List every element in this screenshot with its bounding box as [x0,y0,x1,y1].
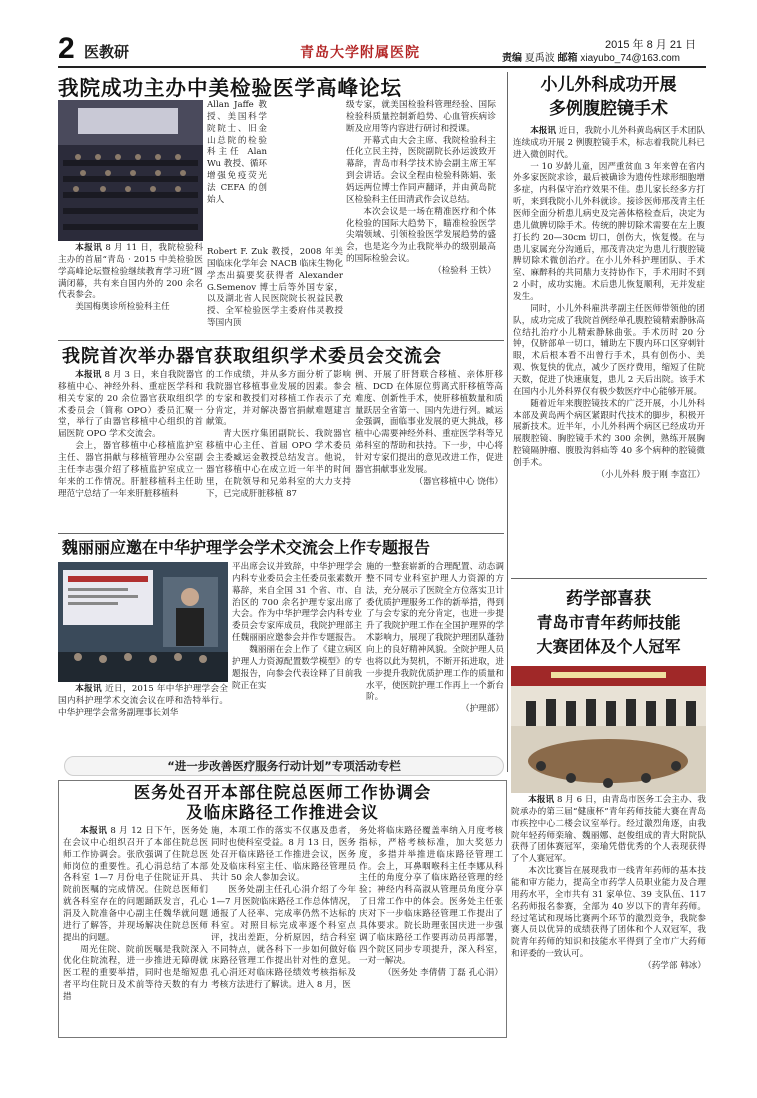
article3-col3-text: 施的一整套崭新的合理配置、动态调整不同专业科室护理人力资源的方法，充分展示了医院全方位落实卫计委优质护理服务工作的新举措，得到了与会专家的充分肯定，也进一步提升了我院护理工作在全国护理界的学术影响力，展现了我院护理团队蓬勃向上的良好精神风貌。全院护理人员也将以此为契机，不断开拓进取，进一步提升我院优质护理工作的质量和水平，使医院护理工作再上一个新台阶。 [366,562,504,703]
article2-col2 [206,370,351,530]
article5-body [513,126,705,574]
article3-col2-b: 魏丽丽在会上作了《建立病区护理人力资源配置数学模型》的专题报告，向参会代表诠释了目前我院正在实 [232,645,362,691]
article2-col2-b: 青大医疗集团副院长、我院器官移植中心主任、首届 OPO 学术委员会主委臧运金教授总结发言。他说，器官移植中心在成立近一年半的时间里，在院领导和兄弟科室的大力支持下，已完成肝脏移植 87 [206,429,351,499]
divider [511,578,707,579]
article5-headline-1: 小儿外科成功开展 [540,75,677,95]
article3-headline: 魏丽丽应邀在中华护理学会学术交流会上作专题报告 [62,538,431,557]
article5-p4: 随着近年来腹腔镜技术的广泛开展，小儿外科本部及黄岛两个病区紧跟时代技术的脚步，积极开展新技术。近半年，小儿外科两个病区已经成功开展腹腔镜、胸腔镜手术约 300 余例，熟练开展胸腔镜隔肿瘤、腹股沟斜疝等 40 多个病种的腔镜微创手术。 [513,398,705,469]
article4-byline: （医务处 李倩倩 丁磊 孔心涓） [383,968,503,979]
article1-photo [58,100,203,241]
article4-col1-text: 8 月 12 日下午，医务处在会议中心组织召开了本部住院总医师工作协调会。张欣强调了住院总医师岗位的重要性。孔心涓总结了本部各科室 1—7 月份电子住院证开具、院前医嘱的完成情况。住院总医师们就各科室存在的问题踊跃发言，孔心涓及入院准备中心副主任魏华就问题进行了解答，并现场解决住院总医师提出的问题。 [63,826,208,943]
article1-col1-b: 美国梅奥诊所检验科主任 [75,302,170,313]
article4-col3 [359,826,503,1036]
divider [58,533,504,534]
article5-p1: 近日，我院小儿外科黄岛病区手术团队连续成功开展 2 例腹腔镜手术，标志着我院儿科已进入微创时代。 [513,126,705,160]
header-rule [58,66,706,68]
article2-headline: 我院首次举办器官获取组织学术委员会交流会 [62,346,442,367]
article3-byline: （护理部） [461,704,504,715]
article4-headline-2: 及临床路径工作推进会议 [186,803,379,822]
article2-byline: （器官移植中心 饶伟） [414,476,503,487]
article1-col3-text: 级专家，就美国检验科管理经验、国际检验科质量控制新趋势、心血管疾病诊断及应用等内容进行研讨和授课。 [346,100,496,134]
article3-col3 [366,562,504,754]
article5-p3: 同时，小儿外科雇洪孝副主任医师带领他的团队，成功完成了我院首例经单孔腹腔镜精索静脉高位结扎治疗小儿精索静脉曲张。手术历时 20 分钟，仅脐部单一切口，辅助左下腹内环口区穿刺针眼，术后根本看不出曾行手术，具有创伤小、美观、恢复快的优点，减少了医疗费用，缩短了住院天数，促进了快速康复，患儿 2 天后出院。该手术在国内小儿外科界仅有极少数医疗中心能够开展。 [513,303,705,397]
article1-col3 [346,100,496,338]
article6-photo [511,666,706,793]
article2-col3 [355,370,503,530]
section-title: 医教研 [84,43,130,61]
article5-p2: 一 10 岁龄儿童，因严重贫血 3 年来曾在省内外多家医院求诊，最后被确诊为遗传性球形细胞增多症，内科保守治疗效果不佳。患儿家长经多方打听，来到我院小儿外科就诊。接诊医师邢茂青主任医师全面分析患儿病史及完善体格检查后，决定为患儿做脾切除手术。传统的脾切除术需要在左上腹打长约 20—30cm 切口，创伤大，恢复慢。在与患儿家属充分沟通后，邢茂青决定为患儿行腹腔镜脾切除术微创治疗。在小儿外科护理团队、手术室、麻醉科的共同鼎力支持协作下，手术用时不到 2 小时，成功实施。术后患儿恢复顺利，无并发症发生。 [513,161,705,303]
article4-col1 [63,826,208,1036]
article2-col1-b: 会上，器官移植中心移植监护室主任、器官捐献与移植管理办公室副主任李志强介绍了移植监护室成立一年来的工作情况。肝脏移植科主任助理范宁总结了一年来肝脏移植科 [58,441,203,499]
column-divider [507,72,508,772]
article3-caption [58,684,228,754]
article4-col2 [211,826,356,1036]
article2-col1 [58,370,203,530]
article6-p2: 本次比赛旨在展现我市一线青年药师的基本技能和审方能力，提高全市药学人员职业能力及合理用药水平，全市共有 31 家单位、39 支队伍、117 名药师报名参赛，全部为 40 岁以下的青年药师。经过笔试和现场比赛两个环节的激烈竞争，我院参赛人员以优异的成绩获得了团体和个人双冠军，我院青年药师的知识和技能水平得到了全市广大药师和评委的一致认可。 [511,866,706,960]
editor-email[interactable]: xiayubo_74@163.com [580,53,681,64]
article2-lead: 本报讯 [75,370,102,380]
article1-col2b-text: Robert F. Zuk 教授，2008 年美国临床化学年会 NACB 临床生物化学杰出搞要奖获得者 Alexander G.Semenov 博士后等外国专家，以及湖北省人民医院院长祝益民教授、全军检验医学主委府伟灵教授等国内顶 [207,247,343,329]
divider [58,340,504,341]
article6-byline: （药学部 韩冰） [643,961,706,972]
article4-headline-1: 医务处召开本部住院总医师工作协调会 [133,783,432,802]
issue-date: 2015 年 8 月 21 日 [605,39,697,51]
article4-col3-text: 务处将临床路径覆盖率纳入月度考核指标，严格考核标准，加大奖惩力度，多措并举推进临床路径管理工作。会上，耳鼻咽喉科主任李娜从科主任的角度分享了临床路径管理的经验；神经内科高淑从管理员角度分享了日常工作中的体会。医务处主任张庆对下一步临床路径管理工作提出了具体要求。院长助理张国庆进一步强调了临床路径工作要再动员再部署，四个院区同步专项提升，深入科室，一对一解决。 [359,826,503,967]
article6-body [511,795,706,1055]
article1-col2b [207,247,343,335]
article3-col2-text: 平出席会议并致辞，中华护理学会内科专业委员会主任委员张素数开幕辞，来自全国 31 个省、市、自治区的 700 余名护理专家出席了大会。作为中华护理学会内科专业委员会专家库成员，我院护理部主任魏丽丽应邀参会并作专题报告。 [232,562,362,644]
column-banner: “进一步改善医疗服务行动计划”专项活动专栏 [64,756,504,776]
article6-p1: 8 月 6 日，由青岛市医务工会主办、我院承办的第三届“健康杯”青年药师技能大赛在青岛市疾控中心二楼会议室举行。经过激烈角逐，由我院年轻药师栾瑜、魏丽娜、赵俊组成的青大附院队获得了团体赛冠军，栾瑜凭借优秀的个人表现获得了个人赛冠军。 [511,795,706,865]
article1-col1-text: 8 月 11 日，我院检验科主办的首届“青岛 · 2015 中美检验医学高峰论坛暨检验继续教育学习班”圆满闭幕，共有来自国内外的 200 余名代表参会。 [58,243,203,301]
email-label: 邮箱 [557,53,578,64]
article5-headline-2: 多例腹腔镜手术 [549,99,668,119]
article2-col3-text: 例、开展了肝肾联合移植、亲体肝移植、DCD 在体原位剪离式肝移植等高难度、创新性手术，使肝移植数量和质量跃居全省第一、国内先进行列。臧运金强调，面临事业发展的更大挑战，移植中心需要神经外科、重症医学科等兄弟科室的帮助和扶持。下一步，中心将针对专家们提出的意见改进工作，促进器官捐献事业发展。 [355,370,503,475]
article6-headline-3: 大赛团体及个人冠军 [536,637,681,656]
article2-col1-text: 8 月 3 日，来自我院器官移植中心、神经外科、重症医学科和相关专家的 20 余位器官获取组织学术委员会（简称 OPO）委员汇聚一堂，举行了由器官移植中心组织的首届医院 OPO 学术交流会。 [58,370,203,440]
editor-name: 夏禹波 [524,53,555,64]
newspaper-name: 青岛大学附属医院 [300,45,420,61]
article6-lead: 本报讯 [528,795,555,805]
article6-headline-2: 青岛市青年药师技能 [536,613,681,632]
article5-byline: （小儿外科 殷于刚 李富江） [596,469,705,480]
article3-lead: 本报讯 [75,684,102,694]
article1-headline: 我院成功主办中美检验医学高峰论坛 [58,76,402,100]
article1-byline: （检验科 王铁） [433,266,496,277]
article5-lead: 本报讯 [530,126,556,136]
article1-col3-c: 本次会议是一场在精准医疗和个体化检验的国际大趋势下，瞄准检验医学尖端领域、引领检验医学发展趋势的盛会，也是迄今为止我院举办的级别最高的国际检验会议。 [346,206,496,265]
article4-lead: 本报讯 [80,826,108,836]
article6-headline-1: 药学部喜获 [566,589,651,609]
article4-col2-b: 医务处副主任孔心涓介绍了今年 1—7 月医院临床路径工作总体情况，通报了人径率、完成率仍然不达标的科室。对照目标完成率逐个科室点评，找出差距，分析原因，结合科室不同特点，就各科下一步如何做好临床路径管理工作提出针对性的意见。孔心涓还对临床路径绩效考核指标及考核方法进行了解读。进入 8 月，医 [211,885,356,991]
article4-col1-b: 周光住院、院前医嘱是我院深入优化住院流程，进一步推进无障碍就医工程的重要举措，同时也是缩短患者平均住院日及术前等待天数的有力措 [63,944,208,1003]
article1-col1 [58,243,203,313]
page-number: 2 [58,32,75,65]
editor-info [502,52,680,66]
article1-col3-b: 开幕式由大会主席、我院检验科主任化立民主持，医院副院长孙运波致开幕辞，青岛市科学技术协会副主席王军到会讲话。会议全程由检验科陈娟、张妈远两位博士作同声翻译，并由黄岛院区检验科主任田清武作会议总结。 [346,135,496,205]
article1-lead: 本报讯 [75,243,103,253]
article4-col2-text: 施，本项工作的落实不仅惠及患者，同时也使科室受益。8 月 13 日，医务处召开临床路径工作推进会议，医务处及临床科室主任、临床路径管理员共计 50 余人参加会议。 [211,826,356,884]
article1-col2a-text: Allan Jaffe 教授、美国科学院院士、旧金山总院的检验科主任 Alan Wu 教授、循环增强免疫荧光法 CEFA 的创始人 [207,100,267,205]
article1-col2a [207,100,267,246]
article3-photo [58,562,228,682]
article3-caption-text: 近日，2015 年中华护理学会全国内科护理学术交流会议在呼和浩特举行。中华护理学会常务副理事长刘华 [58,684,228,718]
article3-col2 [232,562,362,754]
article2-col2-text: 的工作成绩，并从多方面分析了影响我院器官移植事业发展的因素。参会的专家和教授们对移植工作表示了充分肯定，并对解决器官捐献难题建言献策。 [206,370,351,428]
editor-label: 责编 [502,53,522,64]
